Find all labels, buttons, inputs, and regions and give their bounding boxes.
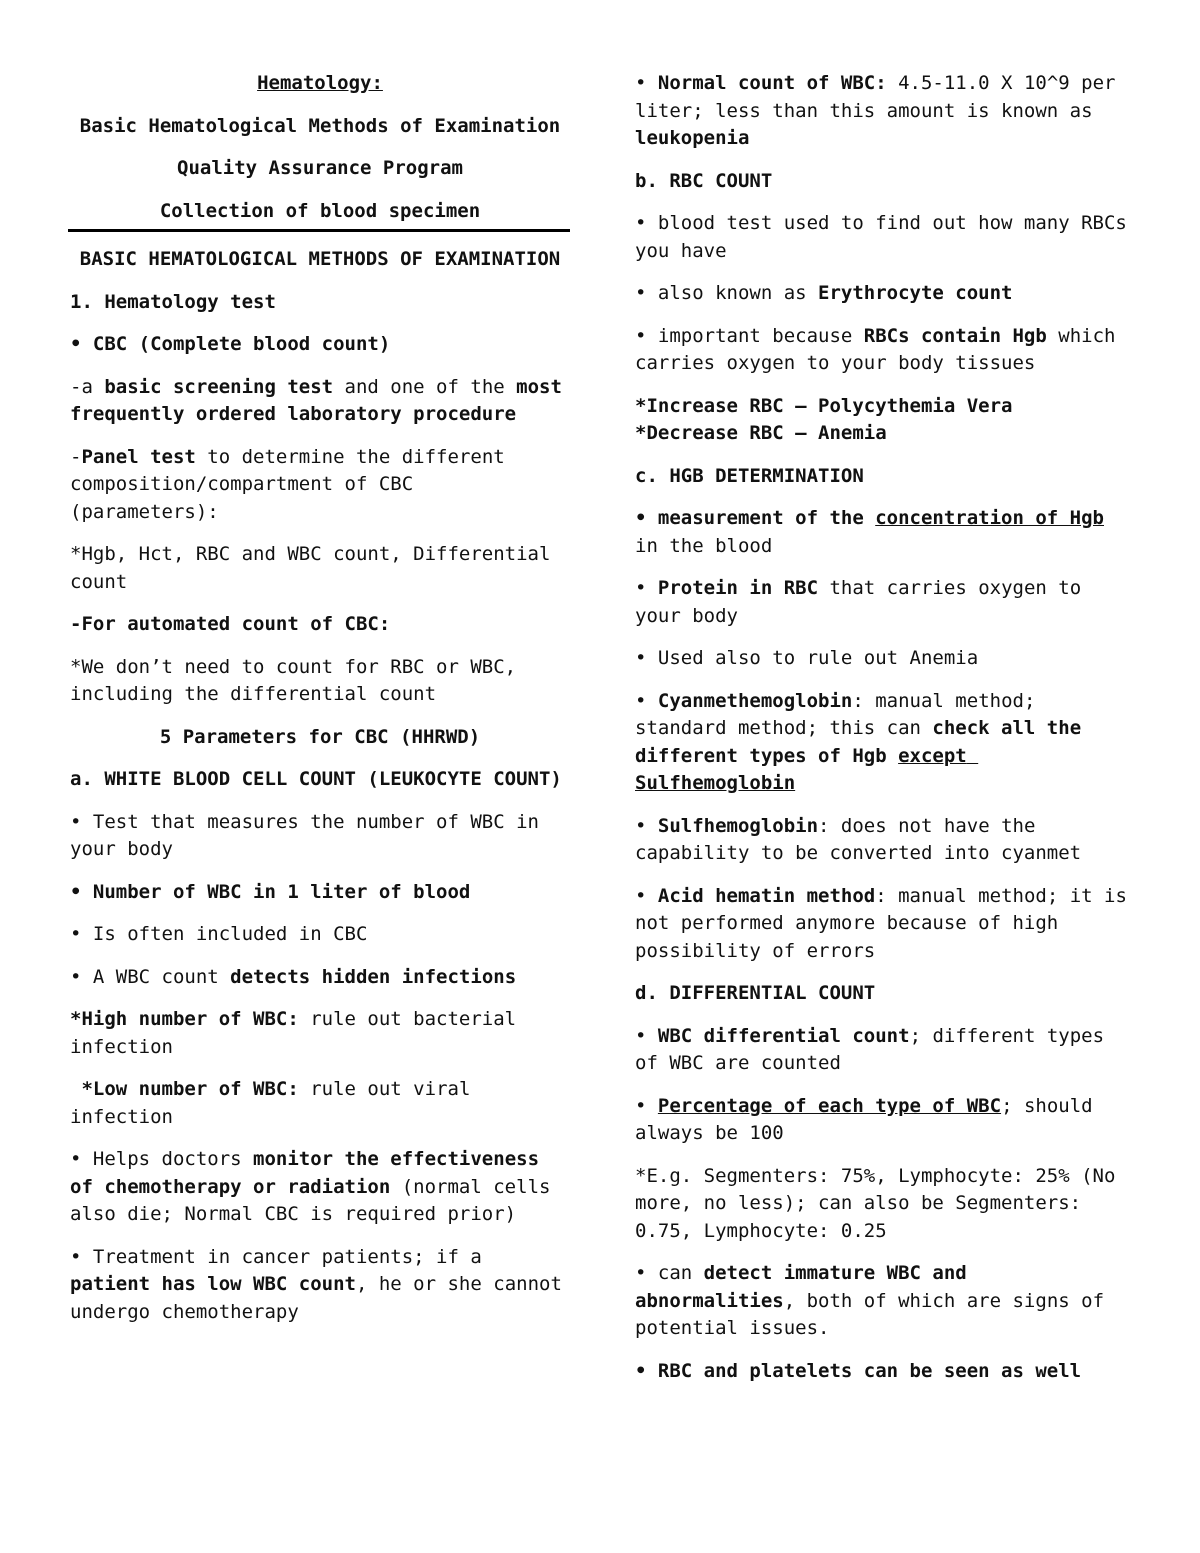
hgb-bullet-anemia: • Used also to rule out Anemia: [635, 647, 979, 669]
rbc-decrease: *Decrease RBC – Anemia: [635, 422, 887, 444]
wbc-bullet-cbc: • Is often included in CBC: [70, 923, 368, 945]
rbc-increase-decrease: [635, 393, 1135, 448]
hgb-bullet-acid-hematin: • Acid hematin method: manual method; it is not performed anymore because of high possibility of errors: [635, 884, 1139, 962]
document-title: Hematology:: [257, 72, 383, 94]
subtitle-methods: Basic Hematological Methods of Examination: [79, 114, 561, 137]
heading-wbc-count: a. WHITE BLOOD CELL COUNT (LEUKOCYTE COUNT): [70, 768, 562, 790]
wbc-bullet-treatment: • Treatment in cancer patients; if a patient has low WBC count, he or she cannot undergo chemotherapy: [70, 1245, 574, 1323]
heading-rbc-count: b. RBC COUNT: [635, 169, 773, 192]
subtitle-collection: Collection of blood specimen: [159, 199, 481, 222]
wbc-low-number: *Low number of WBC: rule out viral infection: [70, 1078, 482, 1128]
wbc-bullet-number: • Number of WBC in 1 liter of blood: [70, 880, 471, 903]
section-heading: BASIC HEMATOLOGICAL METHODS OF EXAMINATION: [79, 248, 561, 270]
section-divider: [68, 229, 570, 232]
diff-bullet-wbc: • WBC differential count; different types of WBC are counted: [635, 1024, 1116, 1074]
paragraph-automated: -For automated count of CBC:: [70, 613, 391, 635]
subtitle-quality: Quality Assurance Program: [177, 157, 463, 179]
heading-hgb-determination: c. HGB DETERMINATION: [635, 464, 864, 487]
hgb-bullet-cyanmethemoglobin: • Cyanmethemoglobin: manual method; standard method; this can check all the different types of Hgb except Sulfhemoglobin: [635, 689, 1093, 794]
heading-differential-count: d. DIFFERENTIAL COUNT: [635, 982, 876, 1004]
heading-hematology-test: 1. Hematology test: [70, 290, 276, 313]
left-column: [70, 70, 574, 1341]
wbc-high-number: *High number of WBC: rule out bacterial infection: [70, 1008, 528, 1058]
paragraph-panel-test: -Panel test to determine the different composition/compartment of CBC (parameters):: [70, 445, 517, 523]
params-heading: 5 Parameters for CBC (HHRWD): [159, 725, 481, 748]
paragraph-parameters: *Hgb, Hct, RBC and WBC count, Differential count: [70, 543, 562, 593]
wbc-bullet-infections: • A WBC count detects hidden infections: [70, 965, 517, 988]
hgb-bullet-sulfhemoglobin: • Sulfhemoglobin: does not have the capability to be converted into cyanmet: [635, 814, 1082, 864]
paragraph-basic-screening: -a basic screening test and one of the most frequently ordered laboratory procedure: [70, 375, 574, 425]
wbc-bullet-test: • Test that measures the number of WBC in your body: [70, 810, 551, 860]
wbc-normal-count: • Normal count of WBC: 4.5-11.0 X 10^9 per liter; less than this amount is known as leukopenia: [635, 72, 1127, 149]
diff-bullet-percentage: • Percentage of each type of WBC; should always be 100: [635, 1094, 1105, 1144]
rbc-bullet-test: • blood test used to find out how many RBCs you have: [635, 212, 1139, 262]
diff-example: *E.g. Segmenters: 75%, Lymphocyte: 25% (No more, no less); can also be Segmenters: 0.75, Lymphocyte: 0.25: [635, 1164, 1127, 1242]
hgb-bullet-protein: • Protein in RBC that carries oxygen to your body: [635, 577, 1093, 627]
hgb-bullet-measurement: • measurement of the concentration of Hgb in the blood: [635, 507, 1116, 557]
diff-bullet-platelets: • RBC and platelets can be seen as well: [635, 1359, 1082, 1382]
cbc-bullet: • CBC (Complete blood count): [70, 333, 391, 355]
paragraph-no-count: *We don’t need to count for RBC or WBC, including the differential count: [70, 655, 528, 705]
rbc-bullet-important: • important because RBCs contain Hgb which carries oxygen to your body tissues: [635, 324, 1127, 374]
diff-bullet-immature: • can detect immature WBC and abnormalities, both of which are signs of potential issues.: [635, 1262, 1116, 1339]
wbc-bullet-monitor: • Helps doctors monitor the effectiveness of chemotherapy or radiation (normal cells also die; Normal CBC is required prior): [70, 1148, 562, 1225]
rbc-increase: *Increase RBC – Polycythemia Vera: [635, 394, 1013, 417]
rbc-bullet-aka: • also known as Erythrocyte count: [635, 282, 1013, 304]
right-column: [635, 70, 1139, 1400]
